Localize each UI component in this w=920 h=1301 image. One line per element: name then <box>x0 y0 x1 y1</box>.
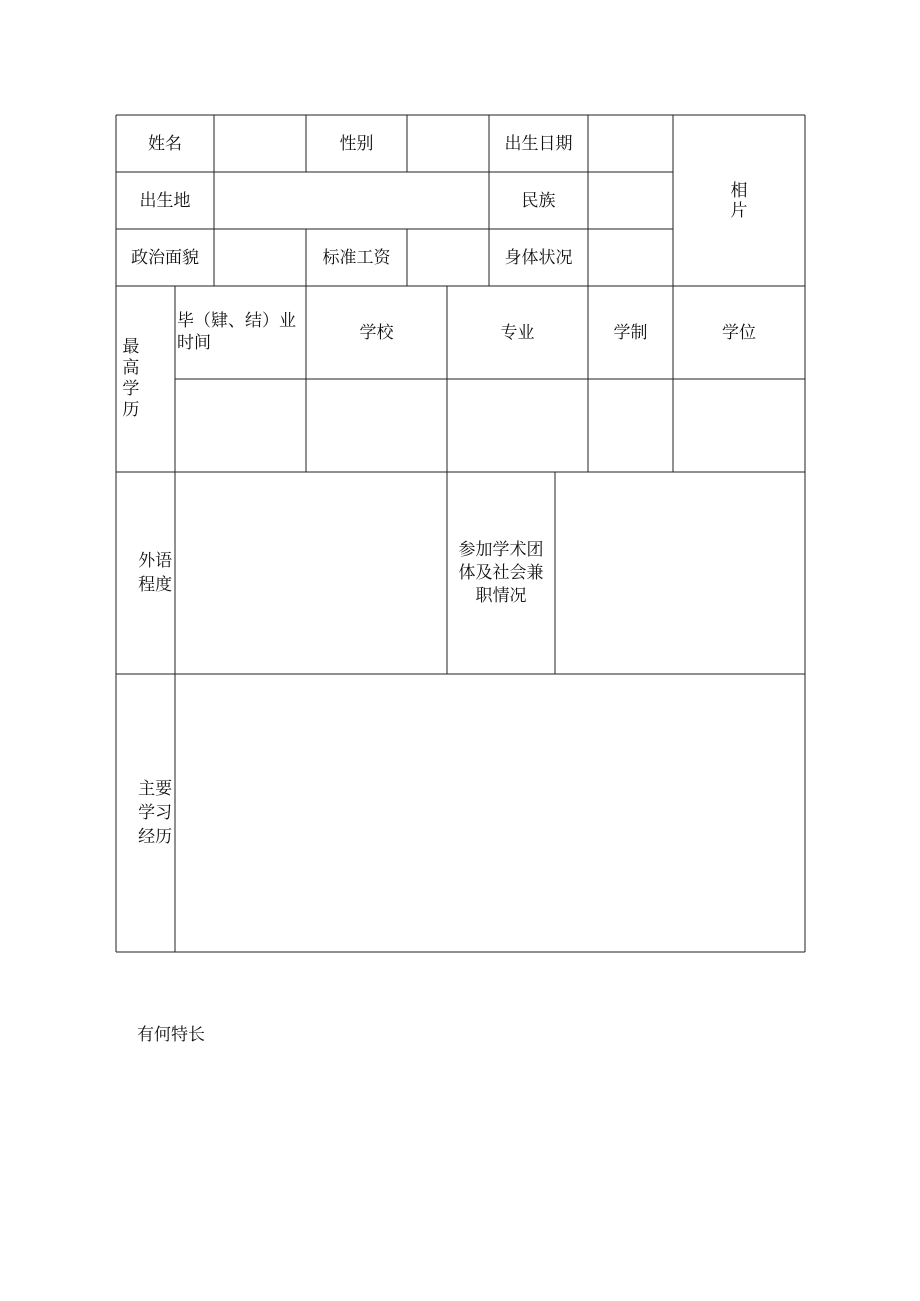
gender-label: 性别 <box>339 133 374 154</box>
political-status-value-cell[interactable] <box>214 229 306 286</box>
ethnicity-value-cell[interactable] <box>588 172 673 229</box>
standard-salary-label: 标准工资 <box>322 247 391 268</box>
standard-salary-value-cell[interactable] <box>407 229 489 286</box>
photo-cell[interactable] <box>673 115 805 286</box>
school-value-cell[interactable] <box>306 379 447 472</box>
degree-header: 学位 <box>722 322 756 343</box>
graduation-time-value-cell[interactable] <box>175 379 306 472</box>
highest-education-label: 最高学历 <box>122 337 140 420</box>
foreign-language-value-cell[interactable] <box>175 472 447 674</box>
health-status-label: 身体状况 <box>504 247 573 268</box>
graduation-time-header <box>175 286 306 379</box>
school-header: 学校 <box>359 322 394 343</box>
name-value-cell[interactable] <box>214 115 306 172</box>
duration-header: 学制 <box>613 322 648 343</box>
graduation-time-label: 毕（肄、结）业时间 <box>177 311 296 353</box>
ethnicity-label: 民族 <box>521 190 556 211</box>
academic-groups-label-cell <box>447 472 555 674</box>
gender-value-cell[interactable] <box>407 115 489 172</box>
major-header: 专业 <box>500 322 535 343</box>
birthplace-value-cell[interactable] <box>214 172 489 229</box>
birthplace-label: 出生地 <box>139 190 191 211</box>
political-status-label: 政治面貌 <box>131 247 199 268</box>
academic-groups-label: 参加学术团体及社会兼职情况 <box>458 539 544 606</box>
highest-education-label-cell <box>116 286 175 472</box>
specialty-label: 有何特长 <box>137 1025 205 1045</box>
major-value-cell[interactable] <box>447 379 588 472</box>
duration-value-cell[interactable] <box>588 379 673 472</box>
photo-label: 相片 <box>730 180 748 221</box>
study-history-label-cell <box>116 674 175 952</box>
degree-value-cell[interactable] <box>673 379 805 472</box>
study-history-label: 主要学习经历 <box>138 779 173 847</box>
foreign-language-label-cell <box>116 472 175 674</box>
birthdate-label: 出生日期 <box>504 133 573 154</box>
birthdate-value-cell[interactable] <box>588 115 673 172</box>
study-history-value-cell[interactable] <box>175 674 805 952</box>
academic-groups-value-cell[interactable] <box>555 472 805 674</box>
foreign-language-label: 外语程度 <box>138 551 173 595</box>
name-label: 姓名 <box>148 133 182 154</box>
health-status-value-cell[interactable] <box>588 229 673 286</box>
